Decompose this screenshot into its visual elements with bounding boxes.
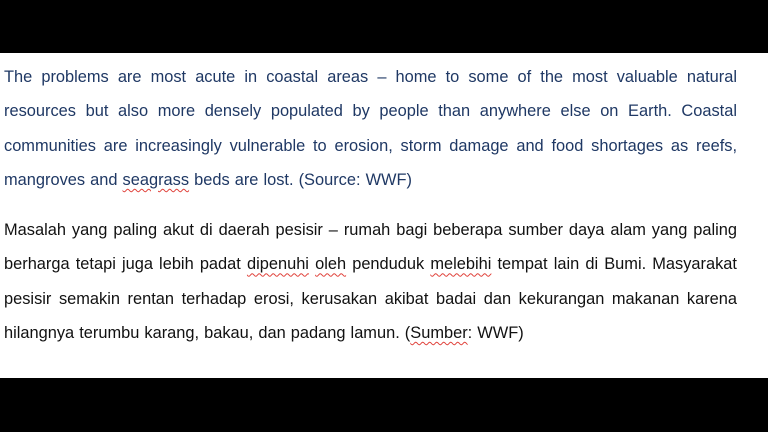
- misspelled-word-dipenuhi: dipenuhi: [246, 255, 309, 274]
- english-paragraph: [4, 60, 737, 197]
- indonesian-text-part3: tempat lain di Bumi. Masyarakat pesisir semakin rentan terhadap erosi, kerusakan akibat badai dan kekurangan makanan karena hilangnya terumbu karang, bakau, dan padang lamun. (: [4, 255, 737, 342]
- english-text-part2: beds are lost. (Source: WWF): [189, 170, 412, 189]
- document-page: [0, 53, 768, 378]
- indonesian-text-part4: : WWF): [467, 323, 524, 342]
- misspelled-word-oleh: oleh: [315, 255, 347, 274]
- misspelled-word-sumber: Sumber: [410, 323, 468, 342]
- misspelled-word-melebihi: melebihi: [430, 255, 492, 274]
- indonesian-paragraph: [4, 213, 737, 350]
- english-text-part1: The problems are most acute in coastal areas – home to some of the most valuable natural resources but also more densely populated by people than anywhere else on Earth. Coastal communities are increasingly vulnerable to erosion, storm damage and food shortages as reefs, mangroves and: [4, 68, 737, 189]
- indonesian-text-part2: penduduk: [346, 255, 431, 274]
- misspelled-word-seagrass: seagrass: [122, 170, 190, 189]
- indonesian-text-part1: Masalah yang paling akut di daerah pesisir – rumah bagi beberapa sumber daya alam yang paling berharga tetapi juga lebih padat: [4, 221, 737, 274]
